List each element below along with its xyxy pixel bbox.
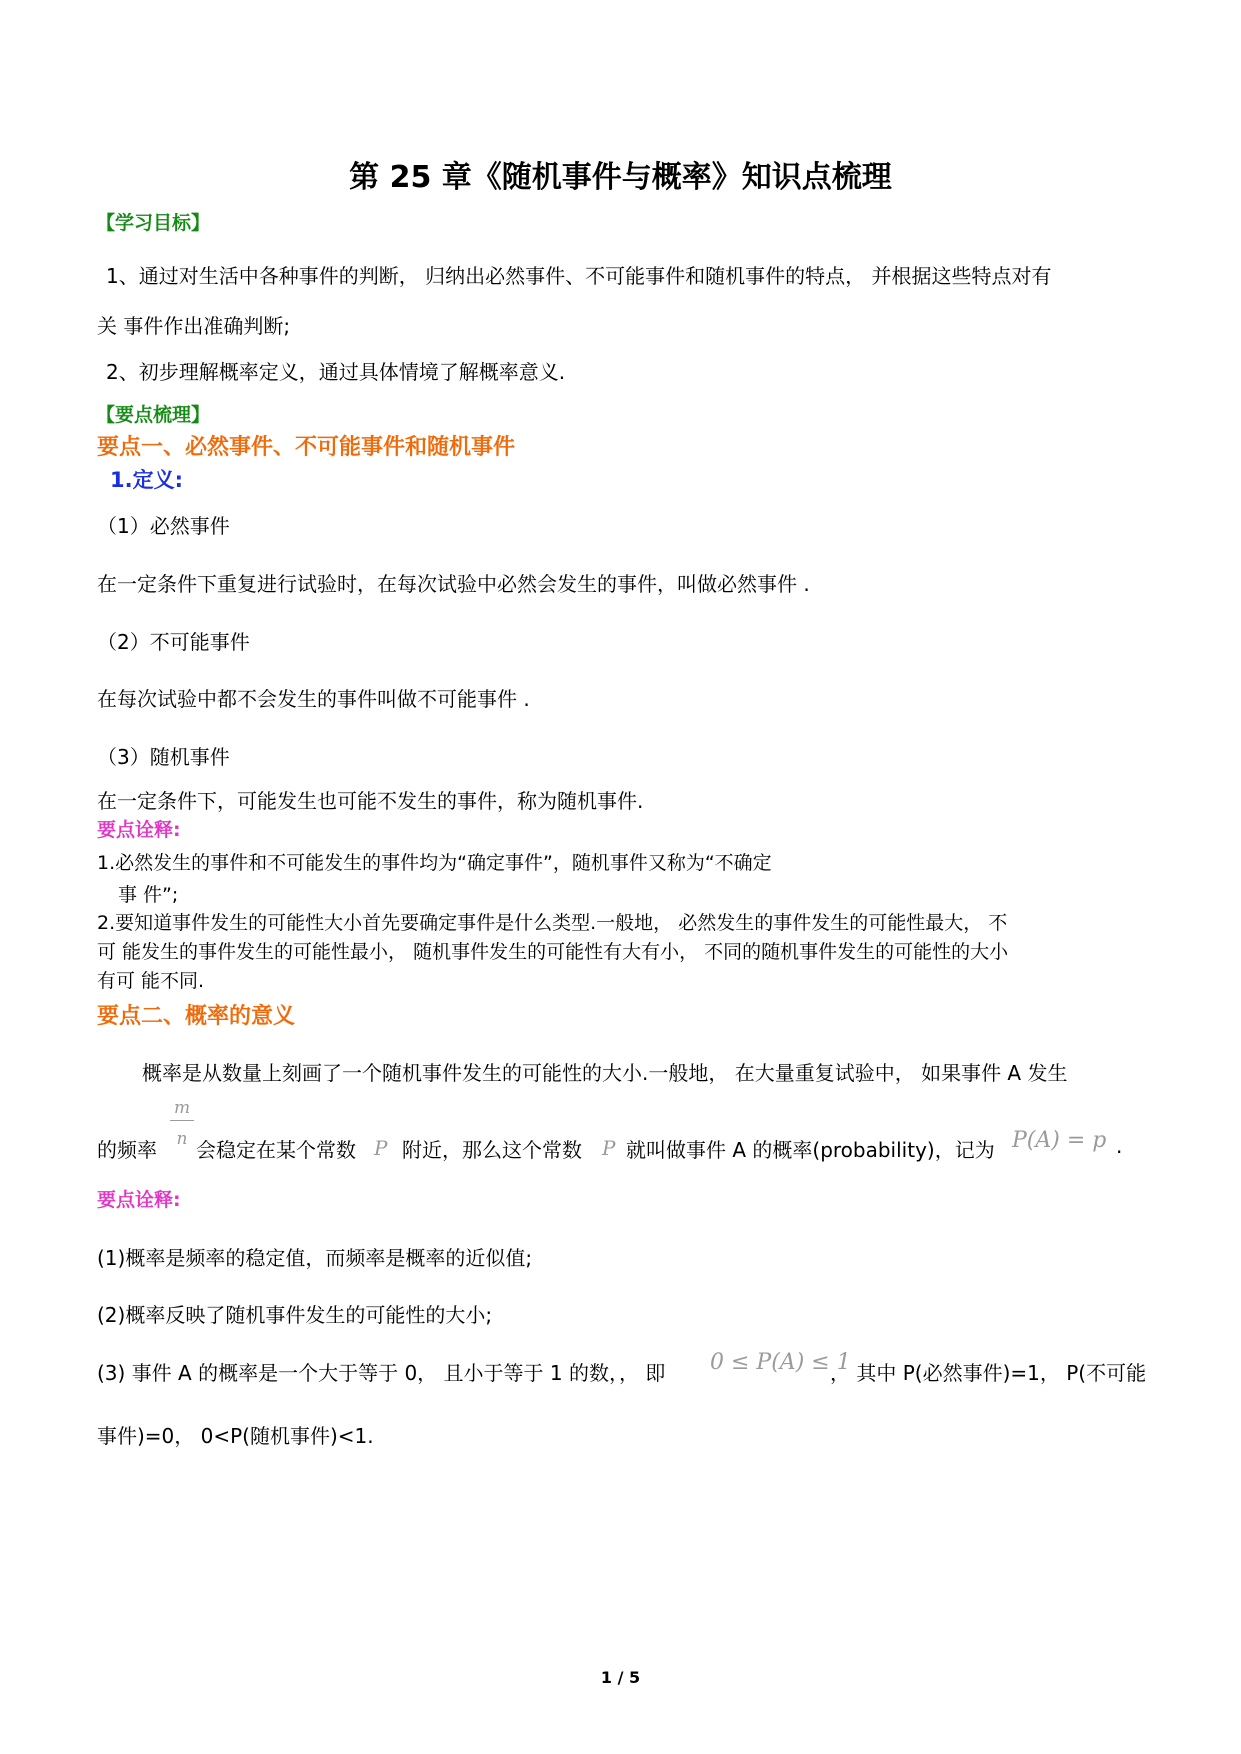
probability-paragraph-line2-end: . [1116,1134,1123,1158]
probability-paragraph-line2-mid1: 会稳定在某个常数 [196,1138,356,1162]
note-1-line2: 事 件”; [118,884,179,906]
point-1-heading: 要点一、必然事件、不可能事件和随机事件 [97,435,516,460]
page-title: 第 25 章《随机事件与概率》知识点梳理 [349,160,892,195]
note-1-line1: 1.必然发生的事件和不可能发生的事件均为“确定事件”，随机事件又称为“不确定 [97,852,772,874]
point-2-note-3-end: ， 其中 P(必然事件)=1， P(不可能 [830,1361,1147,1385]
sub-1-text: 在一定条件下重复进行试验时，在每次试验中必然会发生的事件，叫做必然事件 . [97,572,810,596]
point-1-note-heading: 要点诠释: [97,819,181,841]
frequency-fraction [170,1098,194,1149]
formula-probability-range: 0 ≤ P(A) ≤ 1 [710,1350,851,1375]
sub-2-label: （2）不可能事件 [97,630,250,654]
key-points-heading: 【要点梳理】 [96,404,211,426]
sub-1-label: （1）必然事件 [97,514,230,538]
note-2-line2: 可 能发生的事件发生的可能性最小， 随机事件发生的可能性有大有小， 不同的随机事件发生的可能性的大小 [97,941,1009,963]
constant-p-symbol-2: P [602,1136,616,1160]
point-2-note-2: (2)概率反映了随机事件发生的可能性的大小; [97,1303,493,1327]
fraction-numerator: m [170,1098,194,1121]
probability-paragraph-line2-start: 的频率 [97,1138,157,1162]
probability-paragraph-line1: 概率是从数量上刻画了一个随机事件发生的可能性的大小.一般地， 在大量重复试验中， 如果事件 A 发生 [142,1061,1068,1085]
definition-heading: 1.定义: [110,468,183,492]
page-number: 1 / 5 [600,1668,641,1687]
constant-p-symbol-1: P [374,1136,388,1160]
sub-3-label: （3）随机事件 [97,745,230,769]
fraction-denominator: n [176,1129,188,1149]
probability-paragraph-line2-mid3: 就叫做事件 A 的概率(probability)，记为 [626,1138,995,1162]
goal-item-2: 2、初步理解概率定义，通过具体情境了解概率意义. [106,360,566,384]
sub-2-text: 在每次试验中都不会发生的事件叫做不可能事件 . [97,687,530,711]
note-2-line3: 有可 能不同. [97,970,205,992]
point-2-note-3-line2: 事件)=0， 0<P(随机事件)<1. [97,1424,374,1448]
goal-item-1-line1: 1、通过对生活中各种事件的判断， 归纳出必然事件、不可能事件和随机事件的特点， 并根据这些特点对有 [106,264,1052,288]
sub-3-text: 在一定条件下，可能发生也可能不发生的事件，称为随机事件. [97,789,644,813]
point-2-note-heading: 要点诠释: [97,1189,181,1211]
point-2-note-3-start: (3) 事件 A 的概率是一个大于等于 0， 且小于等于 1 的数，， 即 [97,1361,666,1385]
note-2-line1: 2.要知道事件发生的可能性大小首先要确定事件是什么类型.一般地， 必然发生的事件发生的可能性最大， 不 [97,912,1008,934]
point-2-heading: 要点二、概率的意义 [97,1004,296,1029]
learning-goals-heading: 【学习目标】 [96,212,211,234]
point-2-note-1: (1)概率是频率的稳定值，而频率是概率的近似值; [97,1246,533,1270]
goal-item-1-line2: 关 事件作出准确判断; [97,314,291,338]
formula-p-of-a: P(A) = p [1012,1128,1107,1153]
probability-paragraph-line2-mid2: 附近，那么这个常数 [402,1138,582,1162]
